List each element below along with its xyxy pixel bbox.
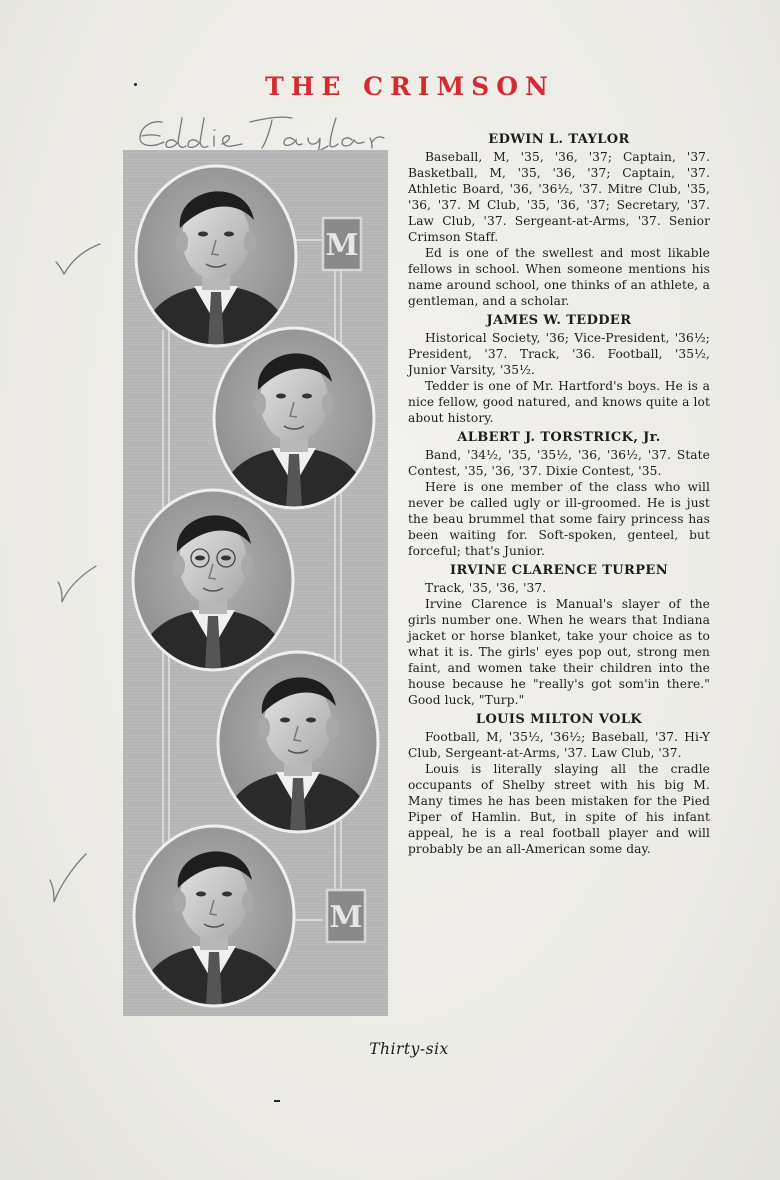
senior-description: Here is one member of the class who will never be called ugly or ill-groomed. He is just the beau brummel that some fairy princess has been waiting for. Soft-spoken, genteel, but forceful; that's Junior. <box>408 480 710 558</box>
portrait-oval <box>133 490 293 675</box>
portrait-panel-art <box>123 150 388 1016</box>
svg-text:M: M <box>329 900 363 935</box>
biography-column <box>408 132 710 861</box>
senior-name: IRVINE CLARENCE TURPEN <box>449 563 669 578</box>
portrait-oval <box>218 652 378 837</box>
portrait-oval <box>214 328 374 513</box>
pencil-check-icon <box>52 240 104 280</box>
portrait-oval <box>136 166 296 351</box>
m-emblem-top <box>323 218 361 270</box>
senior-entry <box>408 313 710 426</box>
page-number: Thirty-six <box>369 1040 449 1058</box>
m-emblem-bottom <box>327 890 365 942</box>
senior-activities: Band, '34½, '35, '35½, '36, '36½, '37. State Contest, '35, '36, '37. Dixie Contest, '35. <box>408 448 710 478</box>
senior-description: Ed is one of the swellest and most likable fellows in school. When someone mentions his name around school, one thinks of an athlete, a gentleman, and a scholar. <box>408 246 710 308</box>
senior-activities: Baseball, M, '35, '36, '37; Captain, '37. Basketball, M, '35, '36, '37; Captain, '37. Athletic Board, '36, '36½, '37. Mitre Club, '35, '36, '37. M Club, '35, '36, '37; Secretary, '37. Law Club, '37. Sergeant-at-Arms, '37. Senior Crimson Staff. <box>408 150 710 244</box>
senior-activities: Track, '35, '36, '37. <box>425 581 547 595</box>
senior-activities: Football, M, '35½, '36½; Baseball, '37. Hi-Y Club, Sergeant-at-Arms, '37. Law Club, '37. <box>408 730 710 760</box>
portrait-panel <box>123 150 388 1016</box>
page-title: THE CRIMSON <box>265 72 555 101</box>
senior-activities: Historical Society, '36; Vice-President, '36½; President, '37. Track, '36. Football, '35½, Junior Varsity, '35½. <box>408 331 710 377</box>
portrait-oval <box>134 826 294 1011</box>
senior-entry <box>408 563 710 708</box>
senior-description: Louis is literally slaying all the cradle occupants of Shelby street with his big M. Many times he has been mistaken for the Pied Piper of Hamlin. But, in spite of his infant appeal, he is a real football player and will probably be an all-American some day. <box>408 762 710 856</box>
senior-name: LOUIS MILTON VOLK <box>475 712 643 727</box>
senior-entry <box>408 430 710 559</box>
svg-text:M: M <box>325 228 359 263</box>
senior-name: JAMES W. TEDDER <box>486 313 632 328</box>
senior-entry <box>408 132 710 309</box>
senior-description: Irvine Clarence is Manual's slayer of the girls number one. When he wears that Indiana jacket or horse blanket, take your choice as to what it is. The girls' eyes pop out, strong men faint, and women take their children into the house because he "really's got som'in there." Good luck, "Turp." <box>408 597 710 707</box>
senior-entry <box>408 712 710 857</box>
print-speck <box>274 1100 280 1102</box>
pencil-check-icon <box>46 850 90 906</box>
senior-name: ALBERT J. TORSTRICK, Jr. <box>457 430 661 445</box>
print-speck <box>134 83 137 86</box>
senior-name: EDWIN L. TAYLOR <box>488 132 630 147</box>
senior-description: Tedder is one of Mr. Hartford's boys. He is a nice fellow, good natured, and knows quite a lot about history. <box>408 379 710 425</box>
pencil-check-icon <box>54 562 100 606</box>
